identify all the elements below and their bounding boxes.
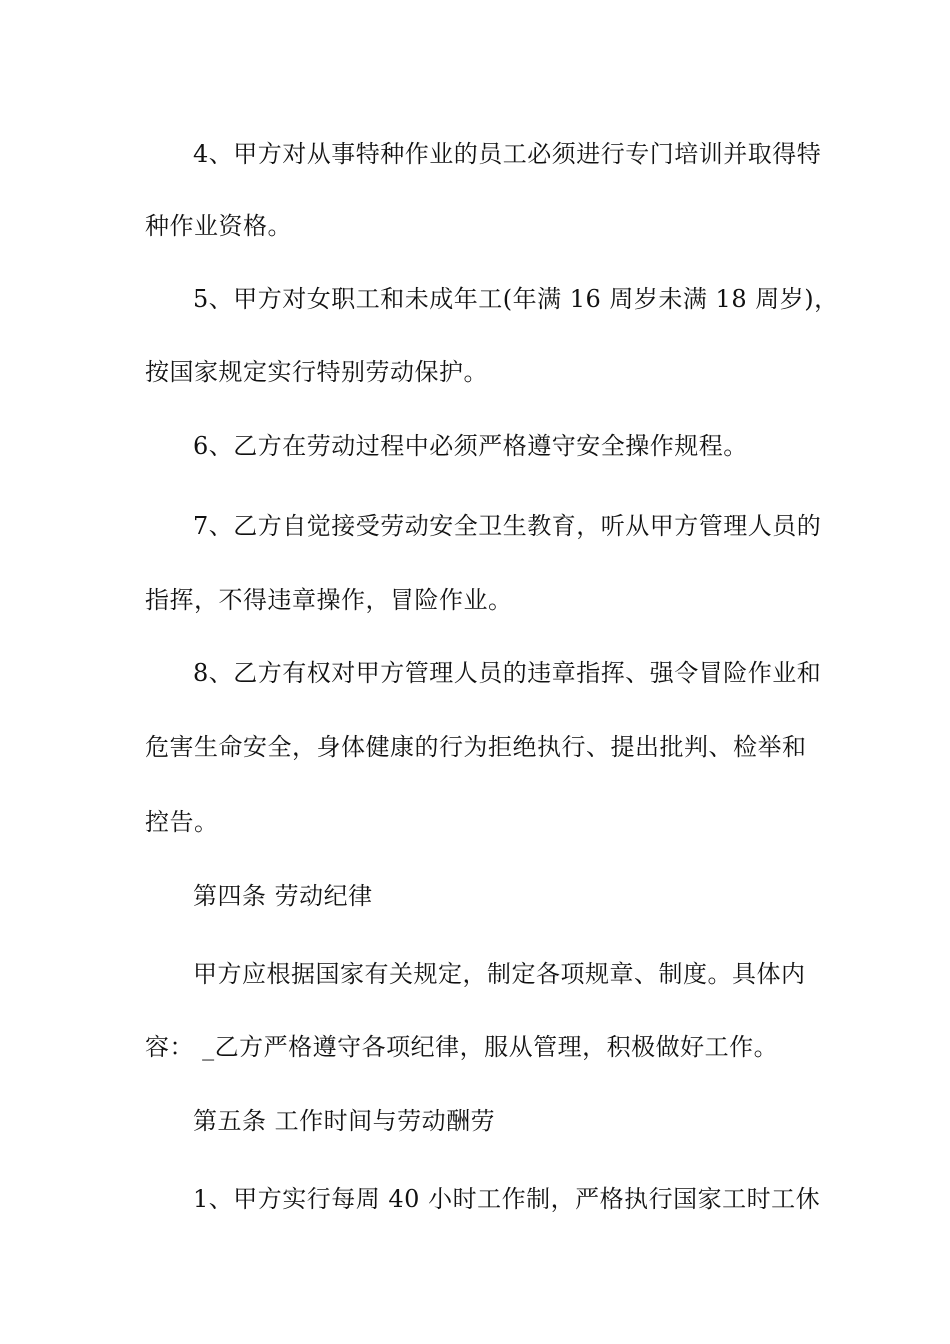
clause-3-item-7-line-1: 7、乙方自觉接受劳动安全卫生教育，听从甲方管理人员的 [193,512,822,540]
clause-3-item-4-line-1: 4、甲方对从事特种作业的员工必须进行专门培训并取得特 [193,140,822,168]
clause-4-heading: 第四条 劳动纪律 [193,882,373,910]
clause-5-heading: 第五条 工作时间与劳动酬劳 [193,1107,496,1135]
clause-3-item-4-line-2: 种作业资格。 [145,212,292,240]
clause-3-item-8-line-2: 危害生命安全，身体健康的行为拒绝执行、提出批判、检举和 [145,733,807,761]
clause-4-body-line-1: 甲方应根据国家有关规定，制定各项规章、制度。具体内 [193,960,806,988]
clause-5-item-1-line-1: 1、甲方实行每周 40 小时工作制，严格执行国家工时工休 [193,1185,821,1213]
clause-3-item-7-line-2: 指挥，不得违章操作，冒险作业。 [145,586,513,614]
clause-3-item-8-line-3: 控告。 [145,808,219,836]
clause-3-item-6: 6、乙方在劳动过程中必须严格遵守安全操作规程。 [193,432,748,460]
clause-4-body-line-2: 容： _乙方严格遵守各项纪律，服从管理，积极做好工作。 [145,1033,779,1061]
clause-3-item-5-line-2: 按国家规定实行特别劳动保护。 [145,358,488,386]
clause-3-item-5-line-1: 5、甲方对女职工和未成年工(年满 16 周岁未满 18 周岁)， [193,285,839,313]
clause-3-item-8-line-1: 8、乙方有权对甲方管理人员的违章指挥、强令冒险作业和 [193,659,822,687]
